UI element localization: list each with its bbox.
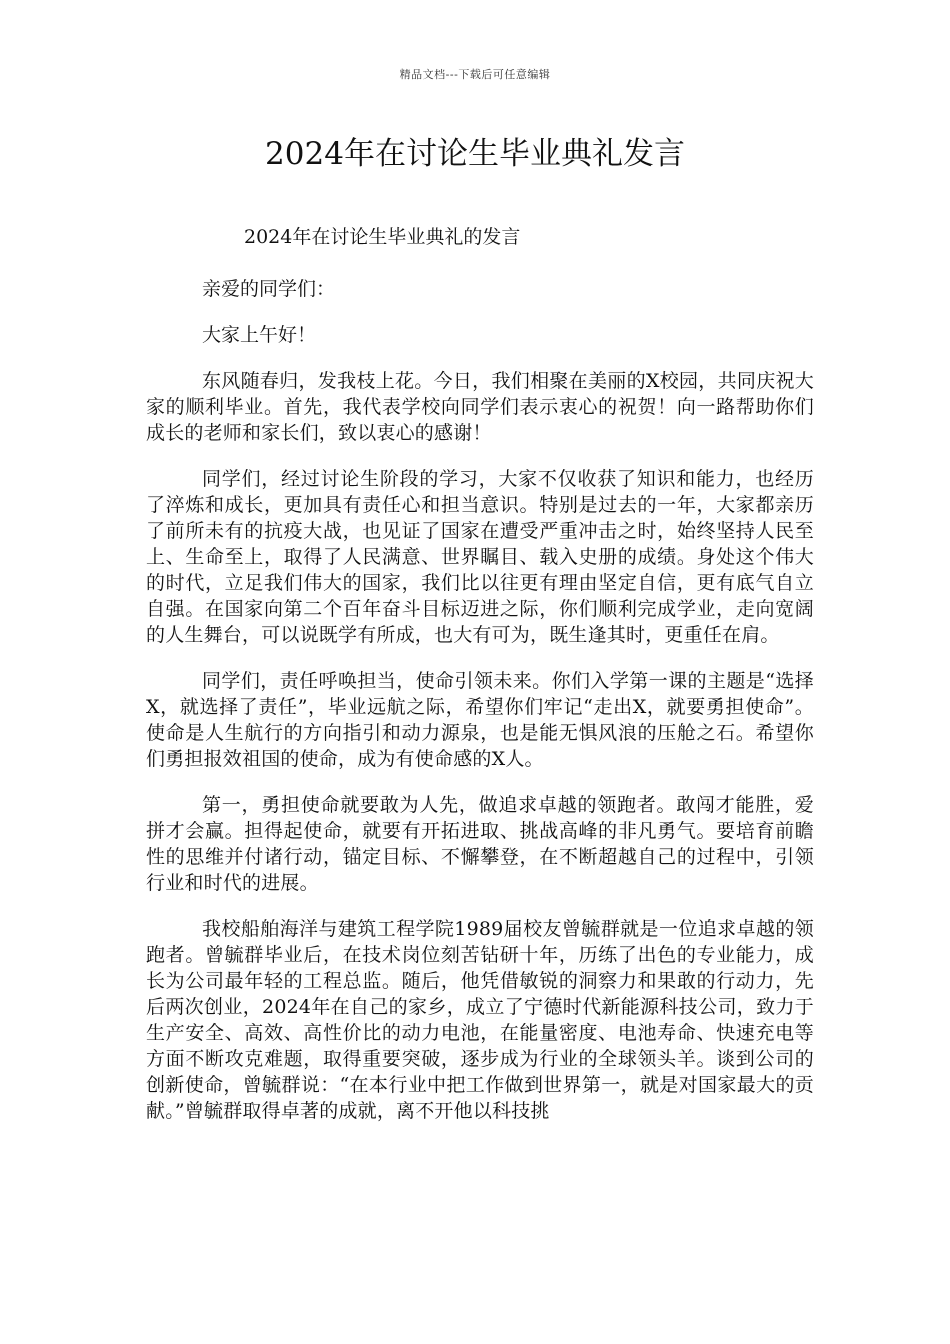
greeting: 大家上午好！ (202, 324, 317, 346)
header-note: 精品文档---下载后可任意编辑 (399, 68, 551, 81)
document-title: 2024年在讨论生毕业典礼发言 (265, 136, 685, 172)
salutation: 亲爱的同学们： (202, 278, 336, 300)
body-paragraph: 我校船舶海洋与建筑工程学院1989届校友曾毓群就是一位追求卓越的领跑者。曾毓群毕业后，在技术岗位刻苦钻研十年，历练了出色的专业能力，成长为公司最年轻的工程总监。随后，他凭借敏锐的洞察力和果敢的行动力，先后两次创业，2024年在自己的家乡，成立了宁德时代新能源科技公司，致力于生产安全、高效、高性价比的动力电池，在能量密度、电池寿命、快速充电等方面不断攻克难题，取得重要突破，逐步成为行业的全球领头羊。谈到公司的创新使命，曾毓群说：“在本行业中把工作做到世界第一，就是对国家最大的贡献。”曾毓群取得卓著的成就，离不开他以科技挑 (146, 918, 814, 1122)
body-paragraph: 东风随春归，发我枝上花。今日，我们相聚在美丽的X校园，共同庆祝大家的顺利毕业。首先，我代表学校向同学们表示衷心的祝贺！向一路帮助你们成长的老师和家长们，致以衷心的感谢！ (146, 370, 814, 444)
body-paragraph: 同学们，责任呼唤担当，使命引领未来。你们入学第一课的主题是“选择X，就选择了责任”，毕业远航之际，希望你们牢记“走出X，就要勇担使命”。使命是人生航行的方向指引和动力源泉，也是能无惧风浪的压舱之石。希望你们勇担报效祖国的使命，成为有使命感的X人。 (146, 670, 814, 770)
speech-subtitle: 2024年在讨论生毕业典礼的发言 (244, 226, 521, 248)
body-paragraph: 同学们，经过讨论生阶段的学习，大家不仅收获了知识和能力，也经历了淬炼和成长，更加具有责任心和担当意识。特别是过去的一年，大家都亲历了前所未有的抗疫大战，也见证了国家在遭受严重冲击之时，始终坚持人民至上、生命至上，取得了人民满意、世界瞩目、载入史册的成绩。身处这个伟大的时代，立足我们伟大的国家，我们比以往更有理由坚定自信，更有底气自立自强。在国家向第二个百年奋斗目标迈进之际，你们顺利完成学业，走向宽阔的人生舞台，可以说既学有所成，也大有可为，既生逢其时，更重任在肩。 (146, 468, 814, 646)
body-paragraph: 第一，勇担使命就要敢为人先，做追求卓越的领跑者。敢闯才能胜，爱拼才会赢。担得起使命，就要有开拓进取、挑战高峰的非凡勇气。要培育前瞻性的思维并付诸行动，锚定目标、不懈攀登，在不断超越自己的过程中，引领行业和时代的进展。 (146, 794, 814, 894)
document-body (146, 224, 814, 1124)
